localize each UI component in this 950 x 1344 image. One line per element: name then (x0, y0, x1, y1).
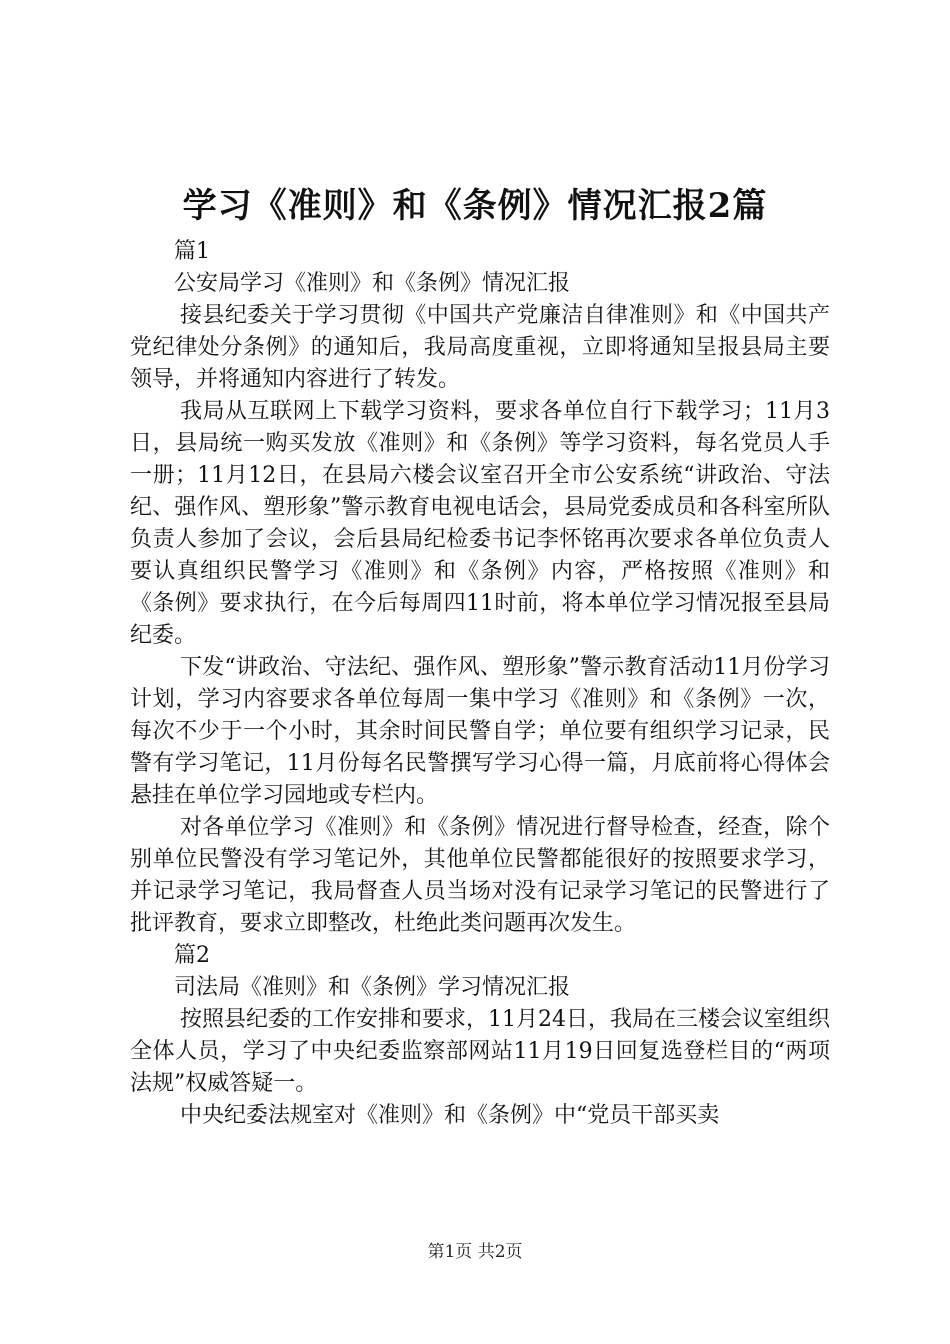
section-1-paragraph-4: 对各单位学习《准则》和《条例》情况进行督导检查，经查，除个别单位民警没有学习笔记外，其他单位民警都能很好的按照要求学习，并记录学习笔记，我局督查人员当场对没有记录学习笔记的民警进行了批评教育，要求立即整改，杜绝此类问题再次发生。 (130, 815, 830, 936)
section-2-paragraph-2: 中央纪委法规室对《准则》和《条例》中“党员干部买卖 (180, 1103, 720, 1128)
section-1-paragraph-3: 下发“讲政治、守法纪、强作风、塑形象”警示教育活动11月份学习计划，学习内容要求各单位每周一集中学习《准则》和《条例》一次，每次不少于一个小时，其余时间民警自学；单位要有组织学习记录，民警有学习笔记，11月份每名民警撰写学习心得一篇，月底前将心得体会悬挂在单位学习园地或专栏内。 (130, 655, 830, 808)
section-1-paragraph-2: 我局从互联网上下载学习资料，要求各单位自行下载学习；11月3日，县局统一购买发放《准则》和《条例》等学习资料，每名党员人手一册；11月12日，在县局六楼会议室召开全市公安系统“讲政治、守法纪、强作风、塑形象”警示教育电视电话会，县局党委成员和各科室所队负责人参加了会议，会后县局纪检委书记李怀铭再次要求各单位负责人要认真组织民警学习《准则》和《条例》内容，严格按照《准则》和《条例》要求执行，在今后每周四11时前，将本单位学习情况报至县局纪委。 (130, 399, 830, 648)
page-footer: 第1页 共2页 (427, 1242, 523, 1262)
section-1-paragraph-1: 接县纪委关于学习贯彻《中国共产党廉洁自律准则》和《中国共产党纪律处分条例》的通知后，我局高度重视，立即将通知呈报县局主要领导，并将通知内容进行了转发。 (130, 303, 830, 392)
section-2-label: 篇2 (174, 943, 210, 968)
section-2-paragraph-1: 按照县纪委的工作安排和要求，11月24日，我局在三楼会议室组织全体人员，学习了中央纪委监察部网站11月19日回复选登栏目的“两项法规”权威答疑一。 (130, 1007, 830, 1096)
document-title: 学习《准则》和《条例》情况汇报2篇 (182, 186, 768, 226)
section-1-label: 篇1 (174, 239, 210, 264)
section-2-heading: 司法局《准则》和《条例》学习情况汇报 (174, 975, 571, 1000)
document-body (130, 236, 830, 1132)
section-1-heading: 公安局学习《准则》和《条例》情况汇报 (174, 271, 571, 296)
